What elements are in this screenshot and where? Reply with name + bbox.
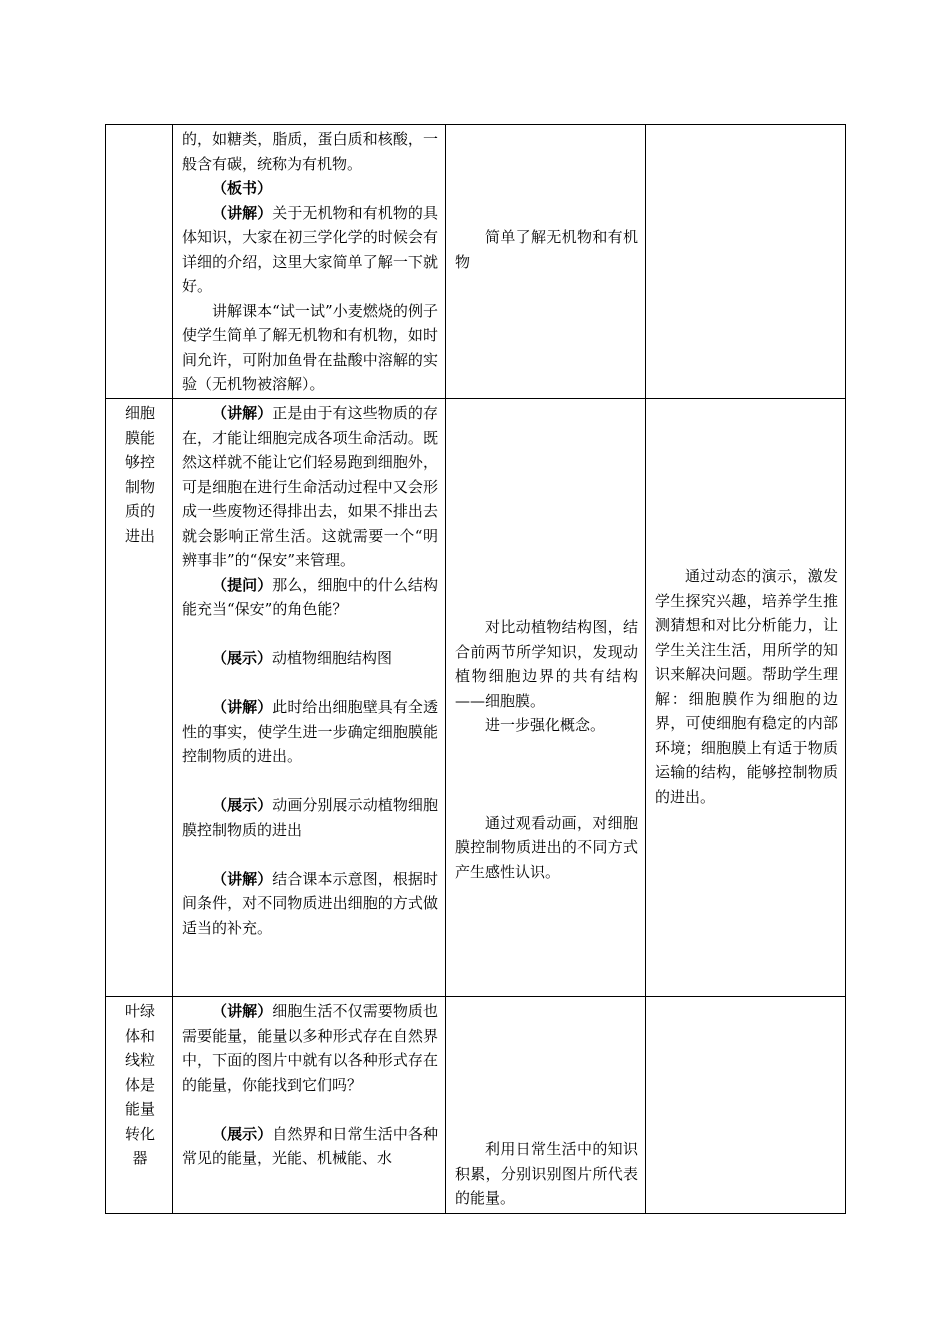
teacher-activity-cell	[173, 399, 446, 997]
teacher-paragraph	[182, 793, 438, 842]
tag-label: （展示）	[212, 649, 273, 667]
paragraph-text: 此时给出细胞壁具有全透性的事实，使学生进一步确定细胞膜能控制物质的进出。	[182, 698, 438, 765]
tag-label: （讲解）	[212, 1002, 273, 1020]
intent-paragraph: 通过动态的演示，激发学生探究兴趣，培养学生推测猜想和对比分析能力，让学生关注生活，用所学的知识来解决问题。帮助学生理解：细胞膜作为细胞的边界，可使细胞有稳定的内部环境；细胞膜上有适于物质运输的结构，能够控制物质的进出。	[655, 567, 838, 806]
topic-cell	[106, 125, 173, 399]
teacher-paragraph: 讲解课本“试一试”小麦燃烧的例子使学生简单了解无机物和有机物，如时间允许，可附加鱼骨在盐酸中溶解的实验（无机物被溶解）。	[182, 301, 438, 393]
student-paragraph: 对比动植物结构图，结合前两节所学知识，发现动植物细胞边界的共有结构——细胞膜。	[455, 618, 638, 710]
design-intent-cell	[646, 399, 846, 997]
paragraph-text: 动植物细胞结构图	[272, 649, 393, 667]
teacher-paragraph	[182, 201, 438, 299]
teacher-paragraph	[182, 176, 438, 201]
tag-label: （讲解）	[212, 404, 273, 422]
student-paragraph: 通过观看动画，对细胞膜控制物质进出的不同方式产生感性认识。	[455, 813, 638, 881]
paragraph-text: 结合课本示意图，根据时间条件，对不同物质进出细胞的方式做适当的补充。	[182, 869, 438, 937]
teacher-paragraph	[182, 695, 438, 769]
paragraph-text: 那么，细胞中的什么结构能充当“保安”的角色能？	[182, 575, 438, 618]
topic-cell	[106, 997, 173, 1214]
teacher-paragraph	[182, 999, 438, 1097]
design-intent-cell	[646, 125, 846, 399]
teacher-paragraph: 的，如糖类，脂质，蛋白质和核酸，一般含有碳，统称为有机物。	[182, 130, 438, 173]
design-intent-cell	[646, 997, 846, 1214]
teacher-paragraph	[182, 646, 438, 671]
teacher-activity-cell	[173, 997, 446, 1214]
paragraph-text: 动画分别展示动植物细胞膜控制物质的进出	[182, 796, 438, 839]
tag-label: （提问）	[212, 575, 273, 594]
student-activity-cell	[446, 997, 646, 1214]
topic-cell	[106, 399, 173, 997]
teacher-paragraph	[182, 573, 438, 622]
paragraph-text: 自然界和日常生活中各种常见的能量，光能、机械能、水	[182, 1124, 438, 1167]
teacher-paragraph	[182, 867, 438, 941]
teacher-paragraph	[182, 1122, 438, 1171]
table-row	[106, 399, 846, 997]
table-row	[106, 125, 846, 399]
tag-label: （展示）	[212, 796, 273, 814]
paragraph-text: 正是由于有这些物质的存在，才能让细胞完成各项生命活动。既然这样就不能让它们轻易跑到细胞外，可是细胞在进行生命活动过程中又会形成一些废物还得排出去，如果不排出去就会影响正常生活。这就需要一个“明辨事非”的“保安”来管理。	[182, 404, 438, 569]
tag-label: （板书）	[212, 179, 273, 197]
tag-label: （讲解）	[212, 869, 273, 888]
tag-label: （讲解）	[212, 698, 273, 716]
teacher-paragraph	[182, 401, 438, 573]
paragraph-text: 关于无机物和有机物的具体知识，大家在初三学化学的时候会有详细的介绍，这里大家简单了解一下就好。	[182, 203, 438, 295]
table-row	[106, 997, 846, 1214]
student-paragraph: 利用日常生活中的知识积累，分别识别图片所代表的能量。	[455, 1140, 638, 1207]
teacher-activity-cell	[173, 125, 446, 399]
student-paragraph: 进一步强化概念。	[485, 716, 606, 734]
topic-text: 叶绿体和线粒体是能量转化器	[124, 1002, 155, 1167]
student-activity-cell	[446, 399, 646, 997]
topic-text: 细胞膜能够控制物质的进出	[124, 404, 155, 545]
paragraph-text: 细胞生活不仅需要物质也需要能量，能量以多种形式存在自然界中，下面的图片中就有以各种形式存在的能量，你能找到它们吗？	[182, 1002, 438, 1094]
tag-label: （讲解）	[212, 203, 273, 222]
lesson-plan-table	[105, 124, 846, 1214]
student-paragraph: 简单了解无机物和有机物	[455, 228, 638, 271]
tag-label: （展示）	[212, 1124, 273, 1143]
student-activity-cell	[446, 125, 646, 399]
